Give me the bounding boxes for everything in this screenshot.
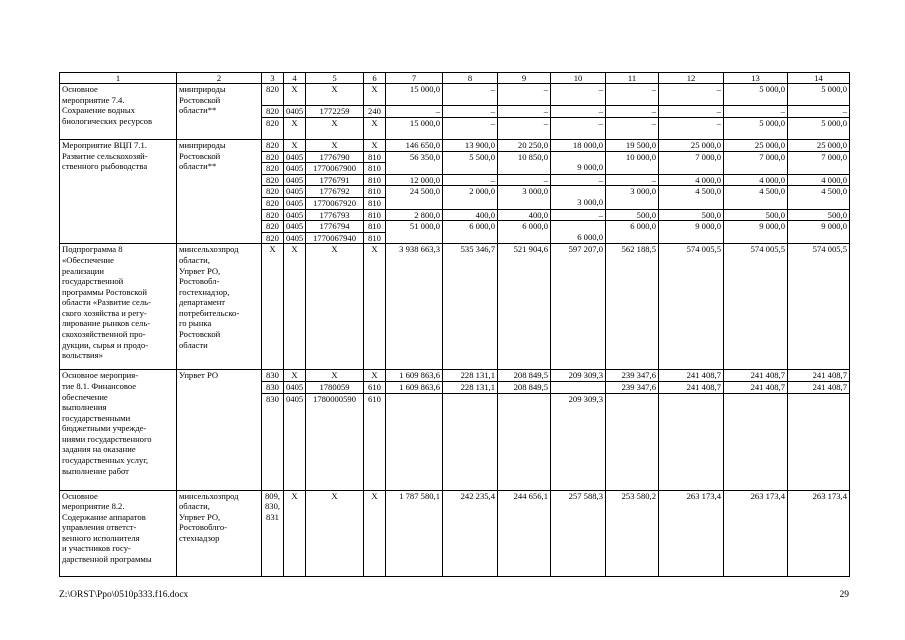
value-cell: 19 500,0 (606, 139, 659, 151)
value-cell: 1776790 (306, 151, 364, 163)
table-row (60, 490, 850, 576)
column-number: 12 (659, 73, 724, 84)
value-cell: X (284, 490, 306, 576)
column-number: 8 (443, 73, 498, 84)
value-cell: 5 500,0 (443, 151, 498, 174)
value-cell: 4 000,0 (788, 174, 850, 186)
value-cell: 244 656,1 (498, 490, 551, 576)
value-cell: 1 787 580,1 (386, 490, 443, 576)
value-cell: – (659, 84, 724, 106)
value-cell: 0405 (284, 232, 306, 244)
value-cell: X (306, 490, 364, 576)
value-cell: 1776792 (306, 186, 364, 198)
column-number: 1 (60, 73, 177, 84)
value-cell: 239 347,6 (606, 370, 659, 382)
value-cell: 25 000,0 (659, 139, 724, 151)
value-cell: 4 500,0 (724, 186, 788, 209)
value-cell: X (306, 139, 364, 151)
value-cell: 9 000,0 (788, 221, 850, 244)
value-cell: 1770067940 (306, 232, 364, 244)
value-cell: 500,0 (606, 209, 659, 221)
value-cell: X (284, 117, 306, 139)
executor: минсельхозпрод области, Упрвет РО, Ростовобл- гостехнадзор, департамент потребительско- го рынка Ростовской области (177, 244, 262, 370)
value-cell: 820 (262, 186, 284, 198)
value-cell: 810 (364, 221, 386, 233)
value-cell: 10 850,0 (498, 151, 551, 174)
value-cell: 521 904,6 (498, 244, 551, 370)
value-cell: 820 (262, 84, 284, 106)
header-row (60, 73, 850, 84)
value-cell: 810 (364, 232, 386, 244)
value-cell: – (551, 117, 606, 139)
value-cell: 1 609 863,6 (386, 381, 443, 393)
value-cell: 820 (262, 139, 284, 151)
value-cell: 263 173,4 (788, 490, 850, 576)
value-cell: 263 173,4 (659, 490, 724, 576)
value-cell: 240 (364, 106, 386, 118)
value-cell: – (606, 84, 659, 106)
value-cell: 228 131,1 (443, 381, 498, 393)
value-cell: X (284, 84, 306, 106)
value-cell: X (364, 370, 386, 382)
value-cell: – (606, 106, 659, 118)
value-cell: X (364, 490, 386, 576)
value-cell: – (443, 106, 498, 118)
value-cell: – (606, 117, 659, 139)
value-cell: 0405 (284, 106, 306, 118)
document-sheet (59, 72, 850, 577)
value-cell: 208 849,5 (498, 370, 551, 382)
table-body (60, 73, 850, 577)
value-cell: – (498, 174, 551, 186)
value-cell: 25 000,0 (788, 139, 850, 151)
value-cell: 535 346,7 (443, 244, 498, 370)
value-cell: 9 000,0 (724, 221, 788, 244)
value-cell: 4 000,0 (659, 174, 724, 186)
value-cell: 500,0 (788, 209, 850, 221)
measure-name: Мероприятие ВЦП 7.1. Развитие сельскохозяй- ственного рыбоводства (60, 139, 177, 243)
value-cell: 5 000,0 (788, 117, 850, 139)
measure-name: Основное мероприятие 8.2. Содержание аппаратов управления ответст- венного исполнителя и участников госу- дарственной программы (60, 490, 177, 576)
column-number: 9 (498, 73, 551, 84)
value-cell: 1780059 (306, 381, 364, 393)
value-cell (659, 393, 724, 490)
column-number: 11 (606, 73, 659, 84)
value-cell: 4 500,0 (788, 186, 850, 209)
value-cell: 6 000,0 (606, 221, 659, 244)
value-cell: 562 188,5 (606, 244, 659, 370)
value-cell: 0405 (284, 381, 306, 393)
value-cell: 820 (262, 232, 284, 244)
value-cell: 820 (262, 106, 284, 118)
value-cell: 820 (262, 197, 284, 209)
value-cell: 7 000,0 (659, 151, 724, 174)
value-cell: 400,0 (498, 209, 551, 221)
measure-name: Основное мероприя- тие 8.1. Финансовое обеспечение выполнения государственными бюджетными учрежде- ниями государственного задания на оказание государственных услуг, выполнение работ (60, 370, 177, 490)
value-cell: 10 000,0 (606, 151, 659, 174)
value-cell: – (551, 209, 606, 221)
value-cell: – (498, 106, 551, 118)
value-cell: 810 (364, 186, 386, 198)
value-cell: 0405 (284, 151, 306, 163)
executor: минприроды Ростовской области** (177, 139, 262, 243)
value-cell: 209 309,3 (551, 370, 606, 382)
value-cell: 12 000,0 (386, 174, 443, 186)
value-cell: – (386, 106, 443, 118)
value-cell: 7 000,0 (724, 151, 788, 174)
value-cell: 5 000,0 (724, 117, 788, 139)
value-cell: 3 000,0 (498, 186, 551, 209)
value-cell: 0405 (284, 174, 306, 186)
value-cell: 5 000,0 (724, 84, 788, 106)
value-cell: – (551, 174, 606, 186)
value-cell: 2 800,0 (386, 209, 443, 221)
value-cell: 810 (364, 197, 386, 209)
value-cell: 500,0 (724, 209, 788, 221)
value-cell: – (443, 117, 498, 139)
value-cell: 239 347,6 (606, 381, 659, 393)
value-cell: 241 408,7 (788, 370, 850, 382)
value-cell (498, 393, 551, 490)
value-cell: 0405 (284, 197, 306, 209)
value-cell: 208 849,5 (498, 381, 551, 393)
value-cell: – (551, 84, 606, 106)
value-cell: 810 (364, 163, 386, 175)
value-cell: X (364, 139, 386, 151)
value-cell: 810 (364, 151, 386, 163)
value-cell: 18 000,0 (551, 139, 606, 151)
value-cell: X (306, 370, 364, 382)
value-cell: 6 000,0 (551, 221, 606, 244)
value-cell: 6 000,0 (498, 221, 551, 244)
value-cell: X (284, 139, 306, 151)
value-cell: 0405 (284, 163, 306, 175)
value-cell: 610 (364, 381, 386, 393)
value-cell: 830 (262, 381, 284, 393)
value-cell: 146 650,0 (386, 139, 443, 151)
value-cell: 0405 (284, 221, 306, 233)
value-cell: 4 000,0 (724, 174, 788, 186)
value-cell: 1780000590 (306, 393, 364, 490)
value-cell: X (262, 244, 284, 370)
value-cell: 820 (262, 163, 284, 175)
value-cell: 56 350,0 (386, 151, 443, 174)
value-cell: 241 408,7 (788, 381, 850, 393)
column-number: 4 (284, 73, 306, 84)
value-cell: 209 309,3 (551, 393, 606, 490)
file-path: Z:\ORST\Ppo\0510p333.f16.docx (59, 590, 189, 600)
value-cell: 9 000,0 (659, 221, 724, 244)
value-cell: 15 000,0 (386, 117, 443, 139)
value-cell: 263 173,4 (724, 490, 788, 576)
value-cell: 24 500,0 (386, 186, 443, 209)
value-cell: 51 000,0 (386, 221, 443, 244)
value-cell: 7 000,0 (788, 151, 850, 174)
value-cell: 241 408,7 (724, 381, 788, 393)
column-number: 5 (306, 73, 364, 84)
value-cell: 830 (262, 393, 284, 490)
page-number: 29 (839, 590, 849, 600)
value-cell: – (724, 106, 788, 118)
value-cell: 574 005,5 (788, 244, 850, 370)
column-number: 2 (177, 73, 262, 84)
value-cell: X (364, 117, 386, 139)
budget-table (59, 72, 850, 577)
value-cell: X (306, 117, 364, 139)
table-row (60, 370, 850, 382)
value-cell: 400,0 (443, 209, 498, 221)
value-cell: 241 408,7 (659, 370, 724, 382)
column-number: 14 (788, 73, 850, 84)
value-cell: – (443, 174, 498, 186)
grbs-codes: 809, 830, 831 (262, 490, 284, 576)
value-cell (443, 393, 498, 490)
value-cell: 810 (364, 209, 386, 221)
value-cell: 3 000,0 (551, 186, 606, 209)
value-cell: – (659, 106, 724, 118)
value-cell (551, 381, 606, 393)
column-number: 7 (386, 73, 443, 84)
value-cell: 1776794 (306, 221, 364, 233)
value-cell: 574 005,5 (659, 244, 724, 370)
table-row (60, 84, 850, 106)
value-cell: – (788, 106, 850, 118)
value-cell: 820 (262, 174, 284, 186)
value-cell: 242 235,4 (443, 490, 498, 576)
value-cell: 6 000,0 (443, 221, 498, 244)
value-cell: 3 938 663,3 (386, 244, 443, 370)
value-cell: 1770067920 (306, 197, 364, 209)
value-cell: 2 000,0 (443, 186, 498, 209)
table-row (60, 139, 850, 151)
value-cell: 20 250,0 (498, 139, 551, 151)
value-cell: 1776791 (306, 174, 364, 186)
value-cell: 1770067900 (306, 163, 364, 175)
value-cell: 257 588,3 (551, 490, 606, 576)
column-number: 13 (724, 73, 788, 84)
value-cell: 1 609 863,6 (386, 370, 443, 382)
value-cell: 228 131,1 (443, 370, 498, 382)
value-cell: – (498, 84, 551, 106)
value-cell (724, 393, 788, 490)
value-cell: 1772259 (306, 106, 364, 118)
value-cell (386, 393, 443, 490)
value-cell: 500,0 (659, 209, 724, 221)
value-cell: 610 (364, 393, 386, 490)
value-cell: – (498, 117, 551, 139)
column-number: 10 (551, 73, 606, 84)
value-cell: 25 000,0 (724, 139, 788, 151)
subprogram-name: Подпрограмма 8 «Обеспечение реализации государственной программы Ростовской области «Развитие сель- ского хозяйства и регу- лирование рынков сель- скохозяйственной про- дукции, сырья и продо- вольствия» (60, 244, 177, 370)
value-cell: 15 000,0 (386, 84, 443, 106)
value-cell: X (364, 84, 386, 106)
value-cell: – (443, 84, 498, 106)
value-cell: 4 500,0 (659, 186, 724, 209)
value-cell: 241 408,7 (724, 370, 788, 382)
measure-name: Основное мероприятие 7.4. Сохранение водных биологических ресурсов (60, 84, 177, 140)
column-number: 3 (262, 73, 284, 84)
value-cell: 820 (262, 221, 284, 233)
value-cell (606, 393, 659, 490)
value-cell: 0405 (284, 209, 306, 221)
value-cell: – (606, 174, 659, 186)
value-cell: 0405 (284, 186, 306, 198)
column-number: 6 (364, 73, 386, 84)
value-cell: 820 (262, 151, 284, 163)
executor: минсельхозпрод области, Упрвет РО, Ростовоблго- стехнадзор (177, 490, 262, 576)
value-cell: 597 207,0 (551, 244, 606, 370)
value-cell: X (306, 244, 364, 370)
value-cell: 9 000,0 (551, 151, 606, 174)
value-cell: 13 900,0 (443, 139, 498, 151)
value-cell: 3 000,0 (606, 186, 659, 209)
executor: Упрвет РО (177, 370, 262, 490)
value-cell: 830 (262, 370, 284, 382)
value-cell: X (306, 84, 364, 106)
value-cell (788, 393, 850, 490)
value-cell: X (364, 244, 386, 370)
value-cell: – (551, 106, 606, 118)
value-cell: 5 000,0 (788, 84, 850, 106)
table-row (60, 244, 850, 370)
executor: минприроды Ростовской области** (177, 84, 262, 140)
value-cell: X (284, 244, 306, 370)
value-cell: 574 005,5 (724, 244, 788, 370)
value-cell: 253 580,2 (606, 490, 659, 576)
value-cell: 810 (364, 174, 386, 186)
value-cell: X (284, 370, 306, 382)
value-cell: 820 (262, 209, 284, 221)
value-cell: 820 (262, 117, 284, 139)
value-cell: 241 408,7 (659, 381, 724, 393)
value-cell: – (659, 117, 724, 139)
value-cell: 0405 (284, 393, 306, 490)
value-cell: 1776793 (306, 209, 364, 221)
